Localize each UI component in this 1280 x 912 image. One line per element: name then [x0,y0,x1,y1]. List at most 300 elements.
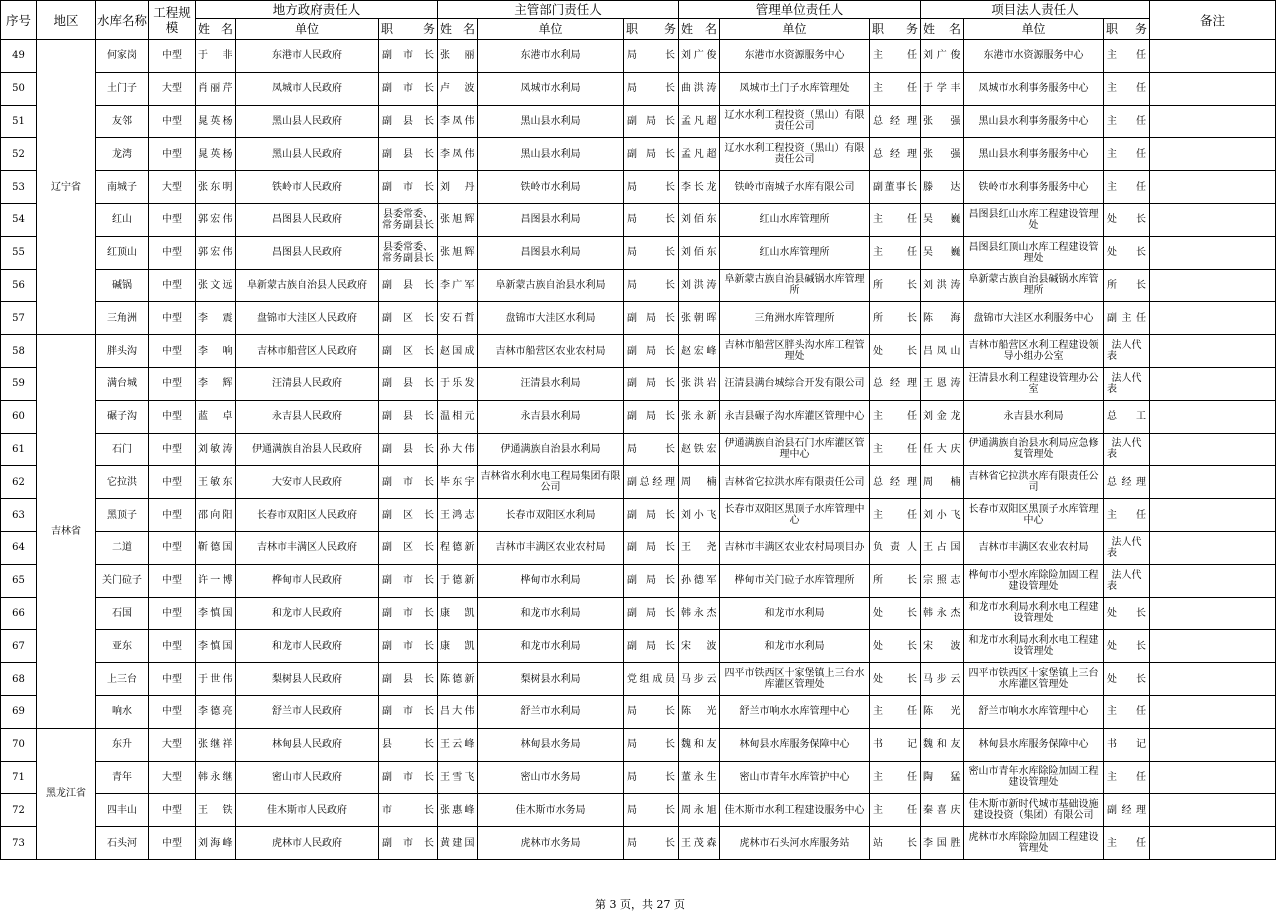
subheader-legal-post: 职务 [1104,19,1150,40]
mgmt-post: 处长 [870,335,921,368]
mgmt-unit: 红山水库管理所 [720,236,870,269]
header-seq: 序号 [1,1,37,40]
row-seq: 73 [1,827,37,860]
row-seq: 62 [1,466,37,499]
row-seq: 59 [1,367,37,400]
reservoir-name: 石国 [96,597,149,630]
gov-person-name: 晁英杨 [196,138,236,171]
gov-person-name: 许一博 [196,564,236,597]
mgmt-post: 主任 [870,400,921,433]
table-row [1,203,1276,236]
mgmt-person-name: 孟凡超 [679,105,720,138]
mgmt-unit: 吉林市丰满区农业农村局项目办 [720,531,870,564]
project-scale: 中型 [149,302,196,335]
mgmt-post: 总经理 [870,367,921,400]
region-cell: 辽宁省 [37,40,96,335]
reservoir-name: 黑顶子 [96,499,149,532]
row-seq: 65 [1,564,37,597]
row-seq: 56 [1,269,37,302]
row-seq: 63 [1,499,37,532]
gov-person-name: 郭宏伟 [196,236,236,269]
dept-unit: 吉林市船营区农业农村局 [478,335,624,368]
remark-cell [1150,695,1276,728]
gov-unit: 铁岭市人民政府 [236,171,379,204]
subheader-dept-name: 姓名 [438,19,478,40]
gov-post: 副县长 [379,367,438,400]
legal-unit: 佳木斯市新时代城市基础设施建设投资（集团）有限公司 [964,794,1104,827]
gov-person-name: 郭宏伟 [196,203,236,236]
legal-post: 副主任 [1104,302,1150,335]
subheader-mgmt-name: 姓名 [679,19,720,40]
dept-person-name: 张旭辉 [438,236,478,269]
project-scale: 大型 [149,72,196,105]
reservoir-name: 碱锅 [96,269,149,302]
subheader-gov-post: 职务 [379,19,438,40]
project-scale: 中型 [149,499,196,532]
mgmt-post: 主任 [870,695,921,728]
gov-post: 副县长 [379,269,438,302]
legal-person-name: 陶猛 [921,761,964,794]
legal-unit: 四平市铁西区十家堡镇上三台水库灌区管理处 [964,663,1104,696]
gov-person-name: 张文远 [196,269,236,302]
mgmt-post: 所长 [870,564,921,597]
mgmt-unit: 汪清县满台城综合开发有限公司 [720,367,870,400]
gov-post: 副市长 [379,597,438,630]
remark-cell [1150,597,1276,630]
row-seq: 53 [1,171,37,204]
dept-post: 局长 [624,72,679,105]
dept-person-name: 安石哲 [438,302,478,335]
project-scale: 大型 [149,728,196,761]
dept-person-name: 康凯 [438,597,478,630]
header-gov: 地方政府责任人 [196,1,438,19]
gov-post: 县委常委、常务副县长 [379,203,438,236]
dept-post: 局长 [624,761,679,794]
mgmt-unit: 桦甸市关门砬子水库管理所 [720,564,870,597]
legal-unit: 东港市水资源服务中心 [964,40,1104,73]
mgmt-person-name: 赵宏峰 [679,335,720,368]
gov-unit: 佳木斯市人民政府 [236,794,379,827]
legal-post: 处长 [1104,597,1150,630]
page-footer: 第 3 页，共 27 页 [595,898,685,911]
dept-post: 副局长 [624,630,679,663]
project-scale: 中型 [149,400,196,433]
mgmt-unit: 舒兰市响水水库管理中心 [720,695,870,728]
gov-unit: 吉林市船营区人民政府 [236,335,379,368]
legal-person-name: 刘金龙 [921,400,964,433]
legal-post: 处长 [1104,630,1150,663]
dept-post: 副局长 [624,367,679,400]
table-row [1,663,1276,696]
row-seq: 72 [1,794,37,827]
mgmt-person-name: 刘佰东 [679,236,720,269]
subheader-dept-unit: 单位 [478,19,624,40]
legal-post: 法人代表 [1104,531,1150,564]
legal-unit: 吉林市船营区水利工程建设领导小组办公室 [964,335,1104,368]
row-seq: 54 [1,203,37,236]
dept-person-name: 温相元 [438,400,478,433]
reservoir-name: 青年 [96,761,149,794]
legal-person-name: 秦喜庆 [921,794,964,827]
mgmt-person-name: 王尧 [679,531,720,564]
mgmt-unit: 四平市铁西区十家堡镇上三台水库灌区管理处 [720,663,870,696]
dept-person-name: 毕东宇 [438,466,478,499]
table-row [1,105,1276,138]
gov-person-name: 肖丽芹 [196,72,236,105]
legal-person-name: 滕达 [921,171,964,204]
dept-unit: 桦甸市水利局 [478,564,624,597]
dept-unit: 密山市水务局 [478,761,624,794]
gov-post: 副市长 [379,72,438,105]
table-body [1,40,1276,860]
gov-unit: 和龙市人民政府 [236,630,379,663]
gov-unit: 长春市双阳区人民政府 [236,499,379,532]
gov-unit: 黑山县人民政府 [236,138,379,171]
legal-unit: 桦甸市小型水库除险加固工程建设管理处 [964,564,1104,597]
project-scale: 中型 [149,335,196,368]
project-scale: 中型 [149,203,196,236]
legal-unit: 汪清县水利工程建设管理办公室 [964,367,1104,400]
gov-person-name: 李慎国 [196,597,236,630]
table-row [1,531,1276,564]
gov-person-name: 于非 [196,40,236,73]
header-mgmt: 管理单位责任人 [679,1,921,19]
legal-person-name: 陈海 [921,302,964,335]
reservoir-name: 东升 [96,728,149,761]
gov-person-name: 王敏东 [196,466,236,499]
dept-person-name: 李凤伟 [438,138,478,171]
dept-post: 局长 [624,728,679,761]
project-scale: 中型 [149,564,196,597]
project-scale: 中型 [149,630,196,663]
reservoir-name: 关门砬子 [96,564,149,597]
gov-person-name: 邵向阳 [196,499,236,532]
reservoir-name: 红山 [96,203,149,236]
dept-unit: 和龙市水利局 [478,597,624,630]
subheader-mgmt-unit: 单位 [720,19,870,40]
legal-person-name: 王占国 [921,531,964,564]
remark-cell [1150,466,1276,499]
remark-cell [1150,40,1276,73]
legal-post: 法人代表 [1104,335,1150,368]
project-scale: 中型 [149,663,196,696]
reservoir-name: 红顶山 [96,236,149,269]
dept-unit: 昌图县水利局 [478,236,624,269]
dept-unit: 舒兰市水利局 [478,695,624,728]
dept-post: 副总经理 [624,466,679,499]
reservoir-name: 三角洲 [96,302,149,335]
gov-unit: 阜新蒙古族自治县人民政府 [236,269,379,302]
gov-person-name: 韩永继 [196,761,236,794]
mgmt-person-name: 王茂森 [679,827,720,860]
mgmt-unit: 铁岭市南城子水库有限公司 [720,171,870,204]
row-seq: 61 [1,433,37,466]
mgmt-person-name: 董永生 [679,761,720,794]
legal-post: 法人代表 [1104,367,1150,400]
mgmt-person-name: 陈光 [679,695,720,728]
row-seq: 49 [1,40,37,73]
gov-person-name: 于世伟 [196,663,236,696]
dept-post: 副局长 [624,564,679,597]
subheader-mgmt-post: 职务 [870,19,921,40]
project-scale: 中型 [149,367,196,400]
remark-cell [1150,630,1276,663]
dept-post: 副局长 [624,499,679,532]
mgmt-post: 主任 [870,433,921,466]
mgmt-unit: 和龙市水利局 [720,597,870,630]
remark-cell [1150,728,1276,761]
header-region: 地区 [37,1,96,40]
mgmt-post: 所长 [870,269,921,302]
project-scale: 中型 [149,531,196,564]
mgmt-unit: 长春市双阳区黑顶子水库管理中心 [720,499,870,532]
remark-cell [1150,761,1276,794]
header-scale: 工程规模 [149,1,196,40]
gov-unit: 吉林市丰满区人民政府 [236,531,379,564]
gov-unit: 东港市人民政府 [236,40,379,73]
legal-post: 法人代表 [1104,564,1150,597]
dept-post: 局长 [624,794,679,827]
mgmt-person-name: 周楠 [679,466,720,499]
mgmt-unit: 吉林市船营区胖头沟水库工程管理处 [720,335,870,368]
dept-person-name: 孙大伟 [438,433,478,466]
mgmt-unit: 东港市水资源服务中心 [720,40,870,73]
gov-post: 副区长 [379,499,438,532]
mgmt-person-name: 张朝晖 [679,302,720,335]
dept-person-name: 李广军 [438,269,478,302]
legal-post: 所长 [1104,269,1150,302]
gov-unit: 永吉县人民政府 [236,400,379,433]
dept-post: 局长 [624,695,679,728]
row-seq: 64 [1,531,37,564]
mgmt-unit: 永吉县碾子沟水库灌区管理中心 [720,400,870,433]
legal-unit: 长春市双阳区黑顶子水库管理中心 [964,499,1104,532]
table-row [1,564,1276,597]
legal-post: 主任 [1104,761,1150,794]
remark-cell [1150,499,1276,532]
dept-unit: 黑山县水利局 [478,105,624,138]
project-scale: 大型 [149,761,196,794]
subheader-legal-unit: 单位 [964,19,1104,40]
dept-person-name: 张惠峰 [438,794,478,827]
subheader-legal-name: 姓名 [921,19,964,40]
mgmt-post: 主任 [870,72,921,105]
dept-post: 局长 [624,171,679,204]
table-row [1,827,1276,860]
legal-unit: 密山市青年水库除险加固工程建设管理处 [964,761,1104,794]
mgmt-unit: 和龙市水利局 [720,630,870,663]
table-row [1,466,1276,499]
remark-cell [1150,663,1276,696]
legal-person-name: 周楠 [921,466,964,499]
gov-person-name: 李响 [196,335,236,368]
legal-post: 主任 [1104,138,1150,171]
table-row [1,269,1276,302]
mgmt-post: 站长 [870,827,921,860]
mgmt-post: 主任 [870,236,921,269]
legal-post: 主任 [1104,171,1150,204]
table-row [1,72,1276,105]
legal-unit: 林甸县水库服务保障中心 [964,728,1104,761]
project-scale: 中型 [149,138,196,171]
table-row [1,695,1276,728]
mgmt-unit: 三角洲水库管理所 [720,302,870,335]
gov-post: 县长 [379,728,438,761]
mgmt-person-name: 马步云 [679,663,720,696]
legal-unit: 和龙市水利局水利水电工程建设管理处 [964,630,1104,663]
remark-cell [1150,335,1276,368]
gov-unit: 盘锦市大洼区人民政府 [236,302,379,335]
mgmt-post: 所长 [870,302,921,335]
project-scale: 中型 [149,597,196,630]
mgmt-post: 主任 [870,40,921,73]
row-seq: 70 [1,728,37,761]
remark-cell [1150,72,1276,105]
reservoir-name: 石头河 [96,827,149,860]
legal-person-name: 张强 [921,105,964,138]
dept-unit: 和龙市水利局 [478,630,624,663]
region-cell: 黑龙江省 [37,728,96,859]
mgmt-post: 总经理 [870,466,921,499]
dept-person-name: 吕大伟 [438,695,478,728]
table-row [1,138,1276,171]
gov-post: 副市长 [379,630,438,663]
legal-post: 主任 [1104,695,1150,728]
legal-person-name: 吴巍 [921,236,964,269]
table-row [1,433,1276,466]
gov-unit: 大安市人民政府 [236,466,379,499]
gov-person-name: 刘敏涛 [196,433,236,466]
mgmt-post: 主任 [870,499,921,532]
remark-cell [1150,203,1276,236]
dept-person-name: 王云峰 [438,728,478,761]
table-row [1,499,1276,532]
row-seq: 67 [1,630,37,663]
remark-cell [1150,367,1276,400]
gov-unit: 凤城市人民政府 [236,72,379,105]
legal-post: 处长 [1104,663,1150,696]
reservoir-name: 四丰山 [96,794,149,827]
remark-cell [1150,531,1276,564]
mgmt-post: 处长 [870,597,921,630]
dept-unit: 凤城市水利局 [478,72,624,105]
gov-post: 副市长 [379,40,438,73]
legal-post: 总工 [1104,400,1150,433]
row-seq: 60 [1,400,37,433]
legal-post: 总经理 [1104,466,1150,499]
dept-post: 局长 [624,40,679,73]
legal-unit: 黑山县水利事务服务中心 [964,105,1104,138]
legal-person-name: 马步云 [921,663,964,696]
remark-cell [1150,236,1276,269]
legal-person-name: 刘广俊 [921,40,964,73]
mgmt-post: 书记 [870,728,921,761]
mgmt-post: 副董事长 [870,171,921,204]
remark-cell [1150,794,1276,827]
dept-post: 局长 [624,269,679,302]
table-row [1,794,1276,827]
project-scale: 中型 [149,433,196,466]
mgmt-person-name: 张洪岩 [679,367,720,400]
dept-unit: 虎林市水务局 [478,827,624,860]
reservoir-name: 响水 [96,695,149,728]
reservoir-name: 亚东 [96,630,149,663]
gov-unit: 林甸县人民政府 [236,728,379,761]
legal-person-name: 任大庆 [921,433,964,466]
dept-person-name: 刘丹 [438,171,478,204]
dept-person-name: 康凯 [438,630,478,663]
mgmt-post: 总经理 [870,138,921,171]
dept-unit: 昌图县水利局 [478,203,624,236]
legal-unit: 伊通满族自治县水利局应急修复管理处 [964,433,1104,466]
subheader-gov-unit: 单位 [236,19,379,40]
mgmt-person-name: 张永新 [679,400,720,433]
table-row [1,367,1276,400]
gov-person-name: 李德亮 [196,695,236,728]
project-scale: 中型 [149,827,196,860]
legal-person-name: 韩永杰 [921,597,964,630]
gov-unit: 伊通满族自治县人民政府 [236,433,379,466]
reservoir-name: 土门子 [96,72,149,105]
dept-post: 副局长 [624,105,679,138]
dept-unit: 佳木斯市水务局 [478,794,624,827]
mgmt-person-name: 刘佰东 [679,203,720,236]
gov-unit: 舒兰市人民政府 [236,695,379,728]
mgmt-person-name: 魏和友 [679,728,720,761]
legal-unit: 吉林省它拉洪水库有限责任公司 [964,466,1104,499]
gov-post: 副县长 [379,663,438,696]
table-row [1,40,1276,73]
row-seq: 55 [1,236,37,269]
gov-post: 副市长 [379,564,438,597]
dept-person-name: 于乐发 [438,367,478,400]
dept-person-name: 于德新 [438,564,478,597]
mgmt-unit: 辽水水利工程投资（黑山）有限责任公司 [720,138,870,171]
reservoir-name: 二道 [96,531,149,564]
mgmt-unit: 密山市青年水库管护中心 [720,761,870,794]
mgmt-person-name: 赵铁宏 [679,433,720,466]
remark-cell [1150,400,1276,433]
dept-unit: 梨树县水利局 [478,663,624,696]
dept-unit: 吉林市丰满区农业农村局 [478,531,624,564]
project-scale: 中型 [149,40,196,73]
row-seq: 57 [1,302,37,335]
remark-cell [1150,827,1276,860]
gov-post: 副县长 [379,105,438,138]
dept-post: 副局长 [624,531,679,564]
gov-post: 副县长 [379,400,438,433]
legal-unit: 虎林市水库除险加固工程建设管理处 [964,827,1104,860]
remark-cell [1150,269,1276,302]
dept-post: 副局长 [624,138,679,171]
dept-unit: 吉林省水利水电工程局集团有限公司 [478,466,624,499]
dept-post: 局长 [624,236,679,269]
dept-unit: 东港市水利局 [478,40,624,73]
mgmt-post: 处长 [870,663,921,696]
mgmt-person-name: 孙德军 [679,564,720,597]
gov-person-name: 李慎国 [196,630,236,663]
legal-unit: 吉林市丰满区农业农村局 [964,531,1104,564]
legal-person-name: 王恩涛 [921,367,964,400]
legal-person-name: 陈光 [921,695,964,728]
legal-post: 法人代表 [1104,433,1150,466]
gov-person-name: 李辉 [196,367,236,400]
remark-cell [1150,564,1276,597]
mgmt-post: 主任 [870,761,921,794]
legal-person-name: 张强 [921,138,964,171]
row-seq: 52 [1,138,37,171]
dept-person-name: 李凤伟 [438,105,478,138]
